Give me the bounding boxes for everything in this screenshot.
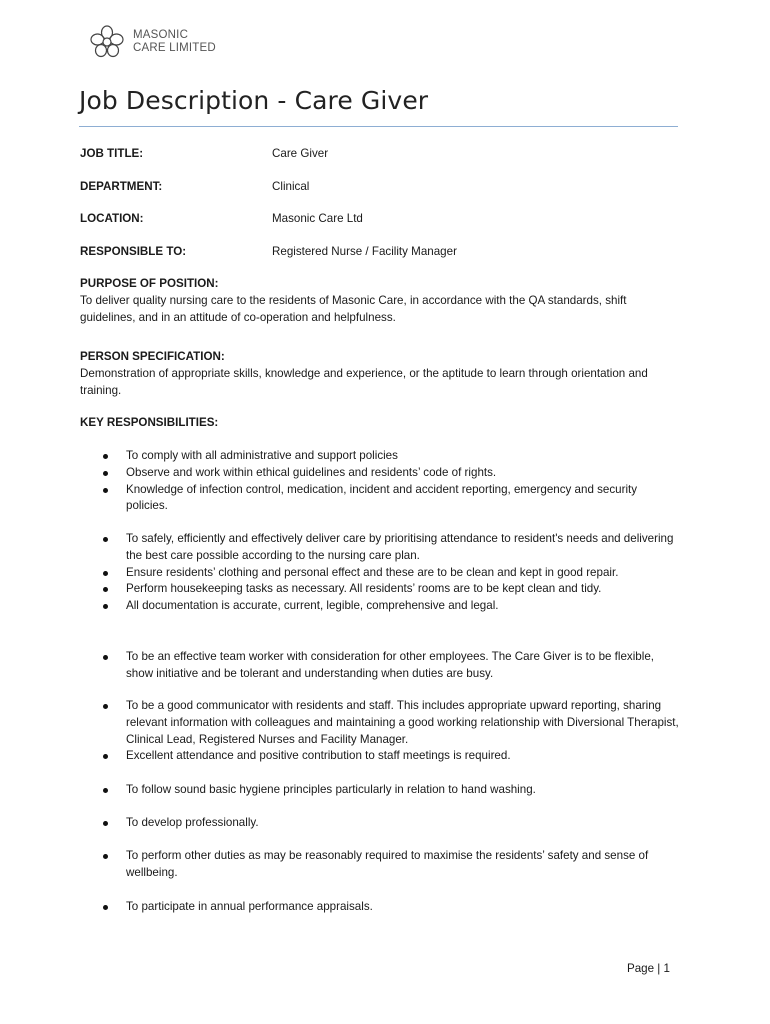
logo-line-2: CARE LIMITED: [133, 42, 216, 54]
list-item: Ensure residents’ clothing and personal effect and these are to be clean and kept in good repair.: [80, 565, 680, 582]
list-item: Knowledge of infection control, medication, incident and accident reporting, emergency and security policies.: [80, 482, 680, 516]
field-value: Registered Nurse / Facility Manager: [272, 245, 457, 258]
list-item: To be an effective team worker with consideration for other employees. The Care Giver is to be flexible, show initiative and be tolerant and understanding when duties are busy.: [80, 649, 680, 683]
flower-logo-icon: [89, 24, 125, 60]
page-title: Job Description - Care Giver: [79, 86, 429, 115]
responsibilities-list: [80, 815, 680, 832]
list-item: To participate in annual performance appraisals.: [80, 899, 680, 916]
person-spec-section: [80, 349, 680, 399]
field-value: Clinical: [272, 180, 310, 193]
field-value: Care Giver: [272, 147, 329, 160]
list-item: To develop professionally.: [80, 815, 680, 832]
field-label: RESPONSIBLE TO:: [80, 245, 187, 258]
section-heading: PERSON SPECIFICATION:: [80, 350, 225, 363]
section-text: Demonstration of appropriate skills, knowledge and experience, or the aptitude to learn through orientation and training.: [80, 366, 648, 397]
list-item: All documentation is accurate, current, legible, comprehensive and legal.: [80, 598, 680, 615]
section-heading: PURPOSE OF POSITION:: [80, 277, 219, 290]
responsibilities-list: [80, 531, 680, 615]
responsibilities-list: [80, 448, 680, 515]
page-number: Page | 1: [627, 962, 670, 975]
company-logo: [89, 24, 216, 60]
field-value: Masonic Care Ltd: [272, 212, 363, 225]
section-text: To deliver quality nursing care to the residents of Masonic Care, in accordance with the QA standards, shift guidelines, and in an attitude of co-operation and helpfulness.: [80, 293, 627, 324]
field-label: DEPARTMENT:: [80, 180, 163, 193]
field-label: LOCATION:: [80, 212, 144, 225]
responsibilities-list: [80, 649, 680, 683]
responsibilities-list: [80, 848, 680, 882]
title-divider: [79, 126, 678, 127]
list-item: Perform housekeeping tasks as necessary. All residents’ rooms are to be kept clean and tidy.: [80, 581, 680, 598]
list-item: Observe and work within ethical guidelines and residents’ code of rights.: [80, 465, 680, 482]
list-item: To be a good communicator with residents and staff. This includes appropriate upward reporting, sharing relevant information with colleagues and maintaining a good working relationship with Diversional Therapist, Clinical Lead, Registered Nurses and Facility Manager.: [80, 698, 680, 748]
list-item: To perform other duties as may be reasonably required to maximise the residents’ safety and sense of wellbeing.: [80, 848, 680, 882]
purpose-section: [80, 276, 680, 326]
responsibilities-list: [80, 782, 680, 799]
list-item: Excellent attendance and positive contribution to staff meetings is required.: [80, 748, 680, 765]
list-item: To follow sound basic hygiene principles particularly in relation to hand washing.: [80, 782, 680, 799]
field-label: JOB TITLE:: [80, 147, 144, 160]
logo-line-1: MASONIC: [133, 29, 189, 41]
list-item: To comply with all administrative and support policies: [80, 448, 680, 465]
responsibilities-list: [80, 899, 680, 916]
logo-wordmark: [133, 29, 216, 55]
responsibilities-list: [80, 698, 680, 765]
list-item: To safely, efficiently and effectively deliver care by prioritising attendance to resident's needs and delivering the best care possible according to the nursing care plan.: [80, 531, 680, 565]
key-responsibilities-heading: KEY RESPONSIBILITIES:: [80, 416, 219, 429]
